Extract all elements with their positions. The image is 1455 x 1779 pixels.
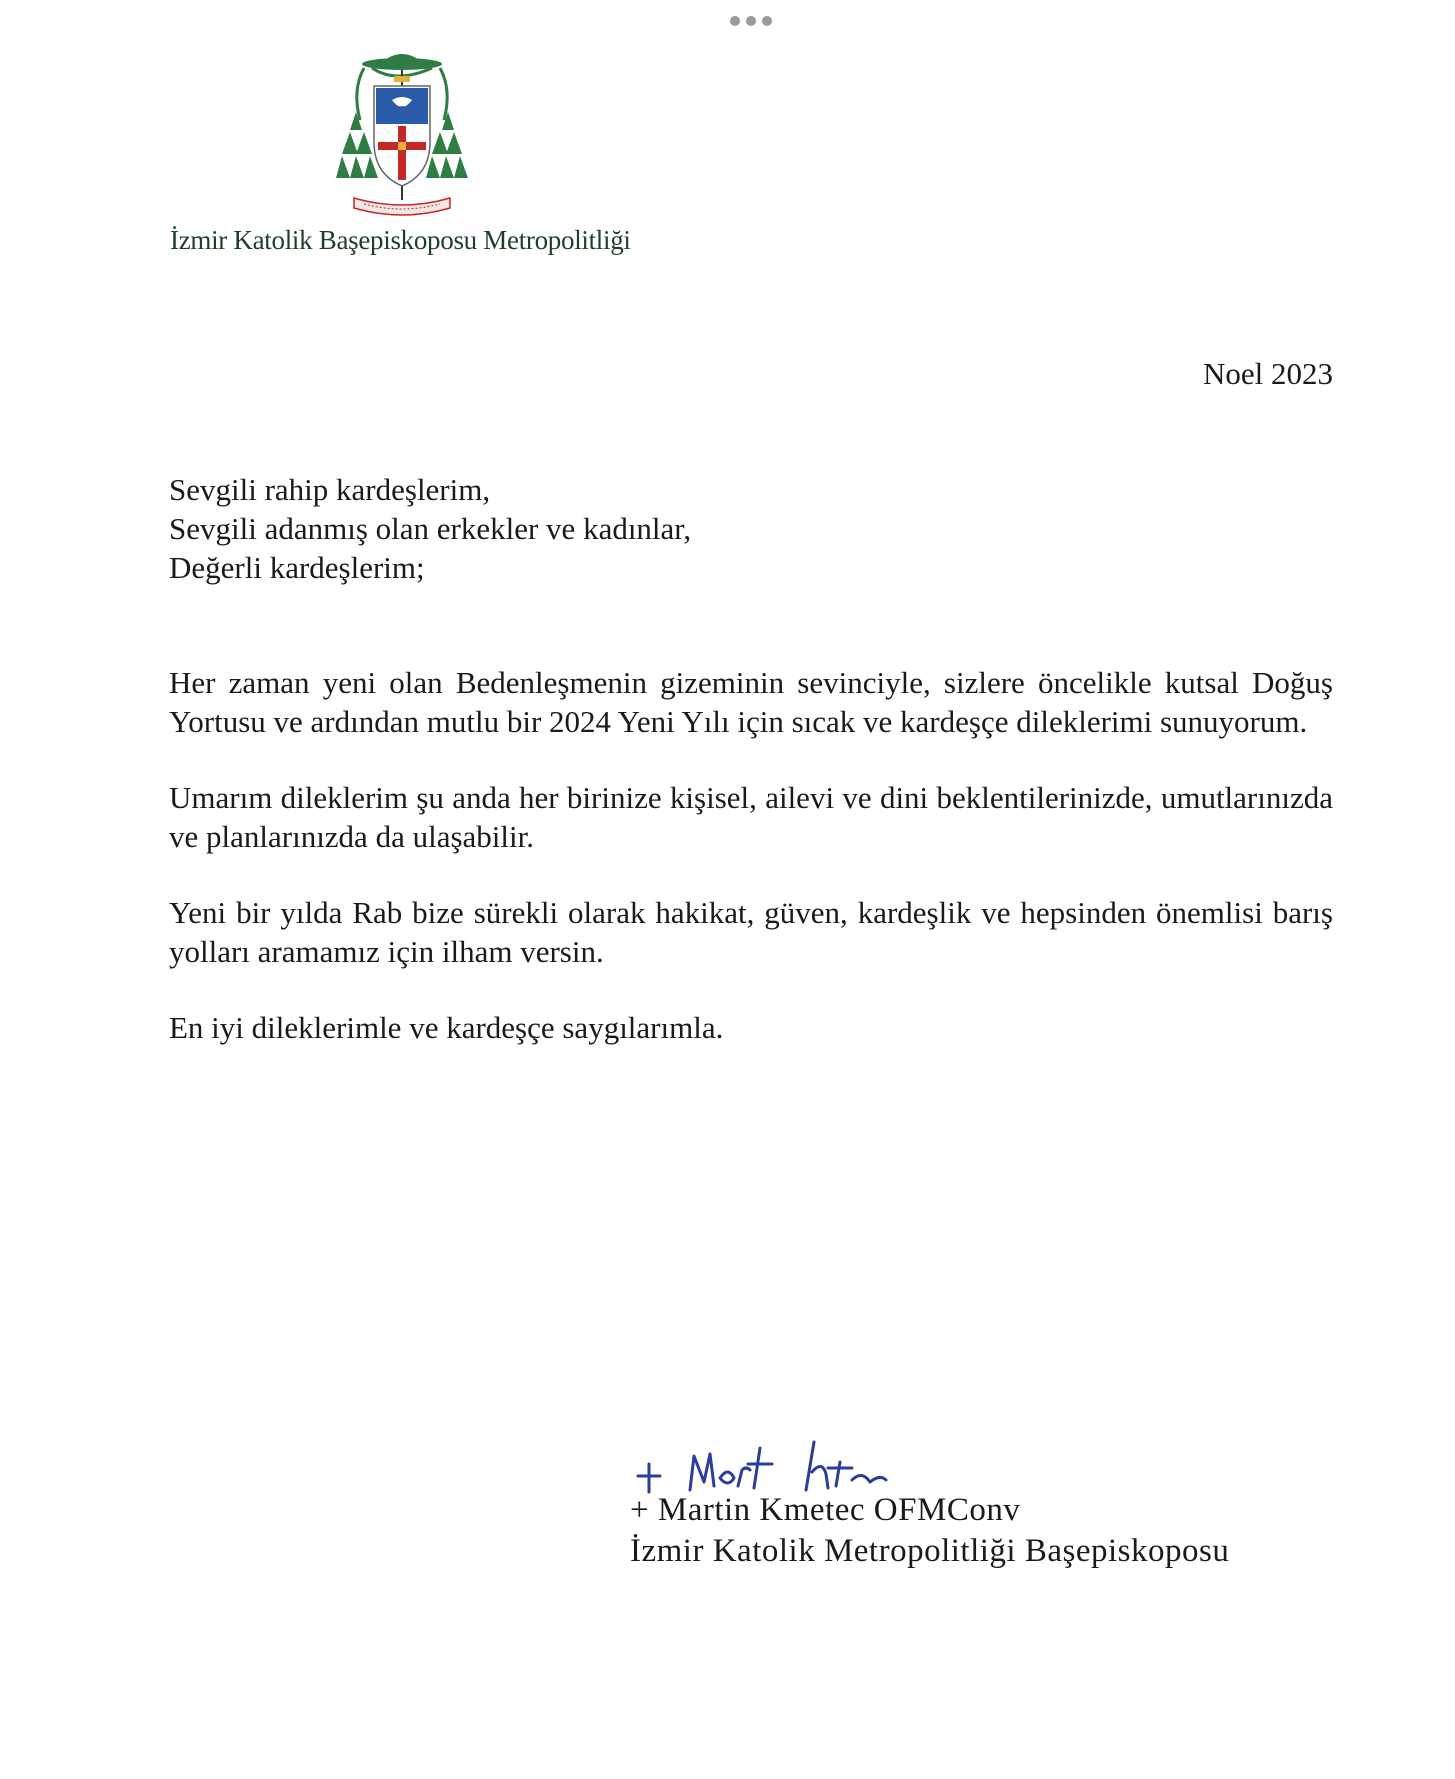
letter-body — [169, 663, 1333, 1084]
salutation — [169, 470, 691, 587]
dot-icon — [730, 16, 740, 26]
dot-icon — [746, 16, 756, 26]
organization-name: İzmir Katolik Başepiskoposu Metropolitliği — [170, 225, 631, 255]
paragraph: En iyi dileklerimle ve kardeşçe saygılarımla. — [169, 1010, 724, 1045]
paragraph: Yeni bir yılda Rab bize sürekli olarak hakikat, güven, kardeşlik ve hepsinden önemlisi barış yolları aramamız için ilham versin. — [169, 895, 1333, 969]
more-options-button[interactable] — [728, 14, 774, 28]
salutation-line: Sevgili rahip kardeşlerim, — [169, 472, 491, 507]
signer-title: İzmir Katolik Metropolitliği Başepiskoposu — [630, 1533, 1230, 1569]
letterhead — [170, 50, 640, 270]
paragraph: Umarım dileklerim şu anda her birinize kişisel, ailevi ve dini beklentilerinizde, umutlarınızda ve planlarınızda da ulaşabilir. — [169, 780, 1333, 854]
dot-icon — [762, 16, 772, 26]
salutation-line: Sevgili adanmış olan erkekler ve kadınlar, — [169, 511, 692, 546]
salutation-line: Değerli kardeşlerim; — [169, 550, 425, 585]
coat-of-arms-icon — [336, 50, 468, 220]
letter-date: Noel 2023 — [1202, 356, 1333, 391]
signer-block — [630, 1490, 1229, 1572]
signer-name: + Martin Kmetec OFMConv — [630, 1492, 1021, 1528]
paragraph: Her zaman yeni olan Bedenleşmenin gizeminin sevinciyle, sizlere öncelikle kutsal Doğuş Yortusu ve ardından mutlu bir 2024 Yeni Yılı için sıcak ve kardeşçe dileklerimi sunuyorum. — [169, 665, 1333, 739]
